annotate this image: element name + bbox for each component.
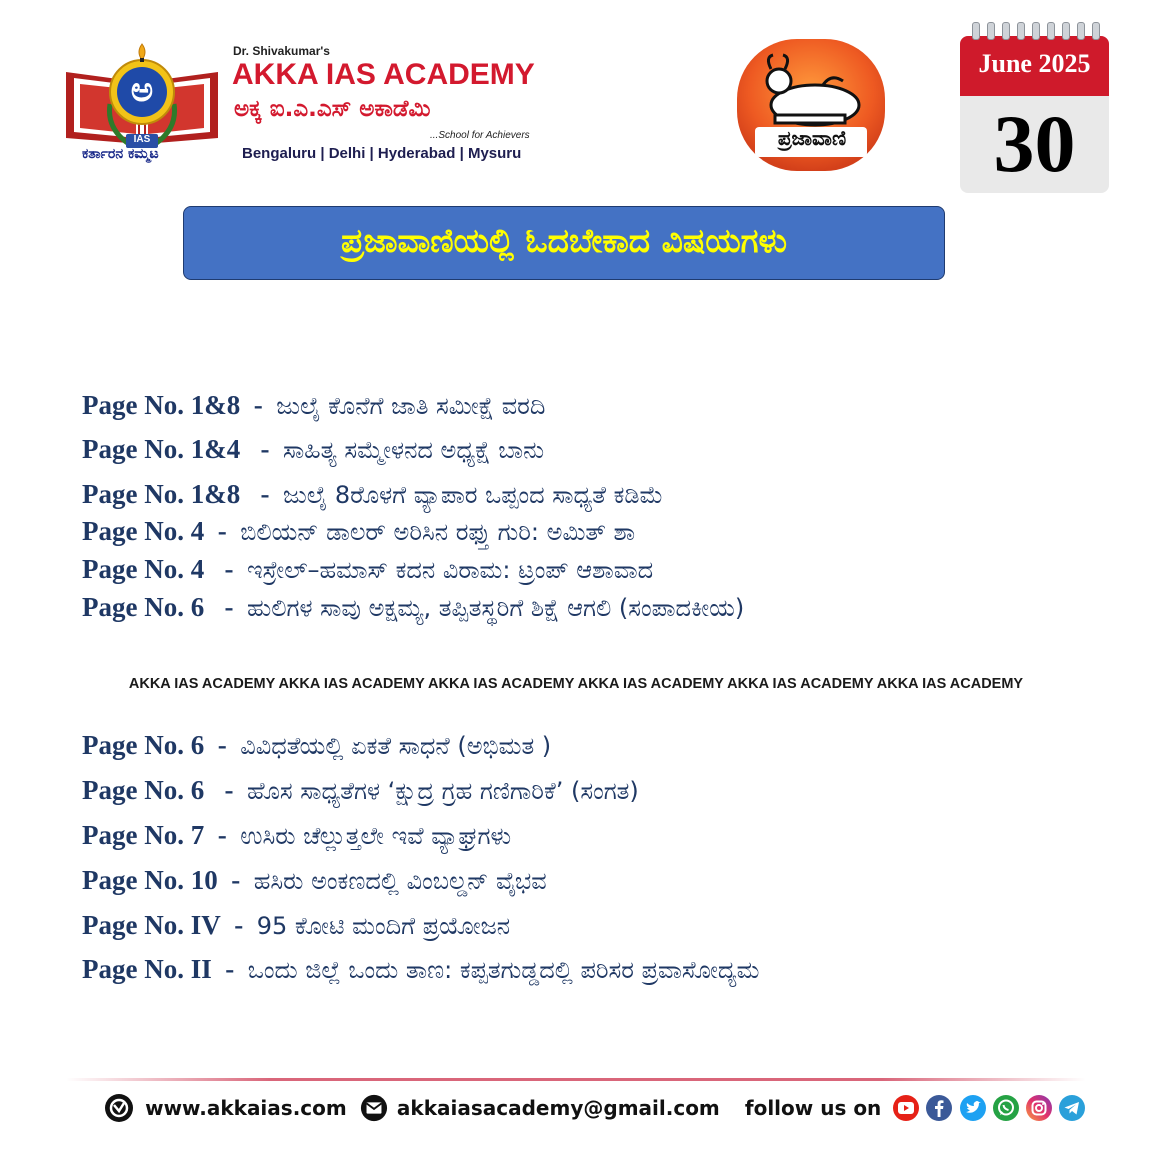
article-title: ಹುಲಿಗಳ ಸಾವು ಅಕ್ಷಮ್ಯ, ತಪ್ಪಿತಸ್ಥರಿಗೆ ಶಿಕ್ಷೆ ಆಗಲಿ (ಸಂಪಾದಕೀಯ) (246, 594, 745, 622)
follow-us-label: follow us on (744, 1096, 882, 1120)
article-page: Page No. IV (82, 910, 221, 940)
calendar-ring (1077, 22, 1085, 40)
footer-contact-bar (104, 1093, 1086, 1123)
calendar-ring (972, 22, 980, 40)
article-page: Page No. 1&8 (82, 479, 241, 509)
article-title: ಹಸಿರು ಅಂಕಣದಲ್ಲಿ ವಿಂಬಲ್ಡನ್ ವೈಭವ (253, 867, 547, 895)
calendar-month-year: June 2025 (978, 49, 1091, 78)
article-row: Page No. 1&8 - ಜುಲೈ ಕೊನೆಗೆ ಜಾತಿ ಸಮೀಕ್ಷೆ ವರದಿ (82, 390, 546, 420)
article-page: Page No. 7 (82, 820, 205, 850)
article-title: ಒಂದು ಜಿಲ್ಲೆ ಒಂದು ತಾಣ: ಕಪ್ಪತಗುಡ್ಡದಲ್ಲಿ ಪರಿಸರ ಪ್ರವಾಸೋದ್ಯಮ (247, 956, 760, 984)
academy-name-english: AKKA IAS ACADEMY (232, 58, 535, 91)
article-page: Page No. 4 (82, 554, 205, 584)
article-title: ಜುಲೈ 8ರೊಳಗೆ ವ್ಯಾಪಾರ ಒಪ್ಪಂದ ಸಾಧ್ಯತೆ ಕಡಿಮೆ (282, 481, 664, 509)
article-row: Page No. 1&4 - ಸಾಹಿತ್ಯ ಸಮ್ಮೇಳನದ ಅಧ್ಯಕ್ಷೆ ಬಾನು (82, 434, 545, 464)
article-title: ಇಸ್ರೇಲ್–ಹಮಾಸ್ ಕದನ ವಿರಾಮ: ಟ್ರಂಪ್ ಆಶಾವಾದ (246, 556, 654, 584)
article-page: Page No. 6 (82, 730, 205, 760)
email-link[interactable]: akkaiasacademy@gmail.com (396, 1096, 720, 1120)
article-page: Page No. 10 (82, 865, 218, 895)
city-list: Bengaluru | Delhi | Hyderabad | Mysuru (242, 145, 522, 162)
footer-divider (66, 1078, 1086, 1081)
article-title: ಹೊಸ ಸಾಧ್ಯತೆಗಳ ‘ಕ್ಷುದ್ರ ಗ್ರಹ ಗಣಿಗಾರಿಕೆ’ (ಸಂಗತ) (246, 777, 639, 805)
article-page: Page No. 6 (82, 775, 205, 805)
youtube-icon[interactable] (892, 1094, 920, 1122)
social-icons (892, 1094, 1085, 1122)
calendar-rings (960, 28, 1109, 48)
article-title: ಬಿಲಿಯನ್ ಡಾಲರ್ ಅರಿಸಿನ ರಫ್ತು ಗುರಿ: ಅಮಿತ್ ಶಾ (240, 518, 636, 546)
article-page: Page No. 1&4 (82, 434, 241, 464)
emblem-tagline: ಕರ್ತಾರನ ಕಮ್ಮಟ (82, 146, 159, 162)
twitter-icon[interactable] (959, 1094, 987, 1122)
article-page: Page No. II (82, 954, 212, 984)
telegram-icon[interactable] (1058, 1094, 1086, 1122)
school-tagline: ...School for Achievers (430, 130, 530, 141)
article-page: Page No. 4 (82, 516, 205, 546)
calendar-day: 30 (993, 98, 1076, 189)
globe-icon (104, 1093, 134, 1123)
prajavani-logo (735, 37, 887, 173)
instagram-icon[interactable] (1025, 1094, 1053, 1122)
article-title: 95 ಕೋಟಿ ಮಂದಿಗೆ ಪ್ರಯೋಜನ (256, 912, 511, 940)
article-title: ಸಾಹಿತ್ಯ ಸಮ್ಮೇಳನದ ಅಧ್ಯಕ್ಷೆ ಬಾನು (282, 436, 545, 464)
article-row: Page No. 4 - ಬಿಲಿಯನ್ ಡಾಲರ್ ಅರಿಸಿನ ರಫ್ತು ಗುರಿ: ಅಮಿತ್ ಶಾ (82, 516, 636, 546)
article-title: ವಿವಿಧತೆಯಲ್ಲಿ ಏಕತೆ ಸಾಧನೆ (ಅಭಿಮತ ) (240, 732, 552, 760)
calendar-ring (1092, 22, 1100, 40)
article-row: Page No. IV - 95 ಕೋಟಿ ಮಂದಿಗೆ ಪ್ರಯೋಜನ (82, 910, 511, 940)
date-calendar (960, 36, 1109, 193)
article-row: Page No. II - ಒಂದು ಜಿಲ್ಲೆ ಒಂದು ತಾಣ: ಕಪ್ಪತಗುಡ್ಡದಲ್ಲಿ ಪರಿಸರ ಪ್ರವಾಸೋದ್ಯಮ (82, 954, 760, 984)
emblem-ias-label: IAS (133, 134, 151, 145)
article-row: Page No. 4 - ಇಸ್ರೇಲ್–ಹಮಾಸ್ ಕದನ ವಿರಾಮ: ಟ್ರಂಪ್ ಆಶಾವಾದ (82, 554, 654, 584)
academy-watermark-line: AKKA IAS ACADEMY AKKA IAS ACADEMY AKKA IAS ACADEMY AKKA IAS ACADEMY AKKA IAS ACADEMY AKKA IAS ACADEMY (128, 676, 1024, 692)
academy-name-kannada: ಅಕ್ಕ ಐ.ಎ.ಎಸ್ ಅಕಾಡೆಮಿ (234, 96, 431, 122)
newspaper-name: ಪ್ರಜಾವಾಣಿ (777, 126, 847, 150)
calendar-ring (1017, 22, 1025, 40)
article-row: Page No. 6 - ಹುಲಿಗಳ ಸಾವು ಅಕ್ಷಮ್ಯ, ತಪ್ಪಿತಸ್ಥರಿಗೆ ಶಿಕ್ಷೆ ಆಗಲಿ (ಸಂಪಾದಕೀಯ) (82, 592, 745, 622)
website-link[interactable]: www.akkaias.com (145, 1096, 347, 1120)
email-icon (360, 1094, 388, 1122)
article-page: Page No. 1&8 (82, 390, 241, 420)
article-row: Page No. 6 - ಹೊಸ ಸಾಧ್ಯತೆಗಳ ‘ಕ್ಷುದ್ರ ಗ್ರಹ ಗಣಿಗಾರಿಕೆ’ (ಸಂಗತ) (82, 775, 639, 805)
calendar-ring (1002, 22, 1010, 40)
whatsapp-icon[interactable] (992, 1094, 1020, 1122)
banner-title: ಪ್ರಜಾವಾಣಿಯಲ್ಲಿ ಓದಬೇಕಾದ ವಿಷಯಗಳು (341, 221, 787, 260)
title-banner (183, 206, 945, 280)
founder-name: Dr. Shivakumar's (233, 44, 330, 58)
article-row: Page No. 7 - ಉಸಿರು ಚೆಲ್ಲುತ್ತಲೇ ಇವೆ ವ್ಯಾಘ್ರಗಳು (82, 820, 512, 850)
calendar-ring (1062, 22, 1070, 40)
calendar-ring (1047, 22, 1055, 40)
calendar-ring (1032, 22, 1040, 40)
article-title: ಜುಲೈ ಕೊನೆಗೆ ಜಾತಿ ಸಮೀಕ್ಷೆ ವರದಿ (276, 392, 546, 420)
article-title: ಉಸಿರು ಚೆಲ್ಲುತ್ತಲೇ ಇವೆ ವ್ಯಾಘ್ರಗಳು (240, 822, 512, 850)
facebook-icon[interactable] (925, 1094, 953, 1122)
article-page: Page No. 6 (82, 592, 205, 622)
calendar-ring (987, 22, 995, 40)
article-row: Page No. 1&8 - ಜುಲೈ 8ರೊಳಗೆ ವ್ಯಾಪಾರ ಒಪ್ಪಂದ ಸಾಧ್ಯತೆ ಕಡಿಮೆ (82, 479, 664, 509)
emblem-letter: ಅ (130, 70, 154, 110)
article-row: Page No. 10 - ಹಸಿರು ಅಂಕಣದಲ್ಲಿ ವಿಂಬಲ್ಡನ್ ವೈಭವ (82, 865, 547, 895)
article-row: Page No. 6 - ವಿವಿಧತೆಯಲ್ಲಿ ಏಕತೆ ಸಾಧನೆ (ಅಭಿಮತ ) (82, 730, 552, 760)
